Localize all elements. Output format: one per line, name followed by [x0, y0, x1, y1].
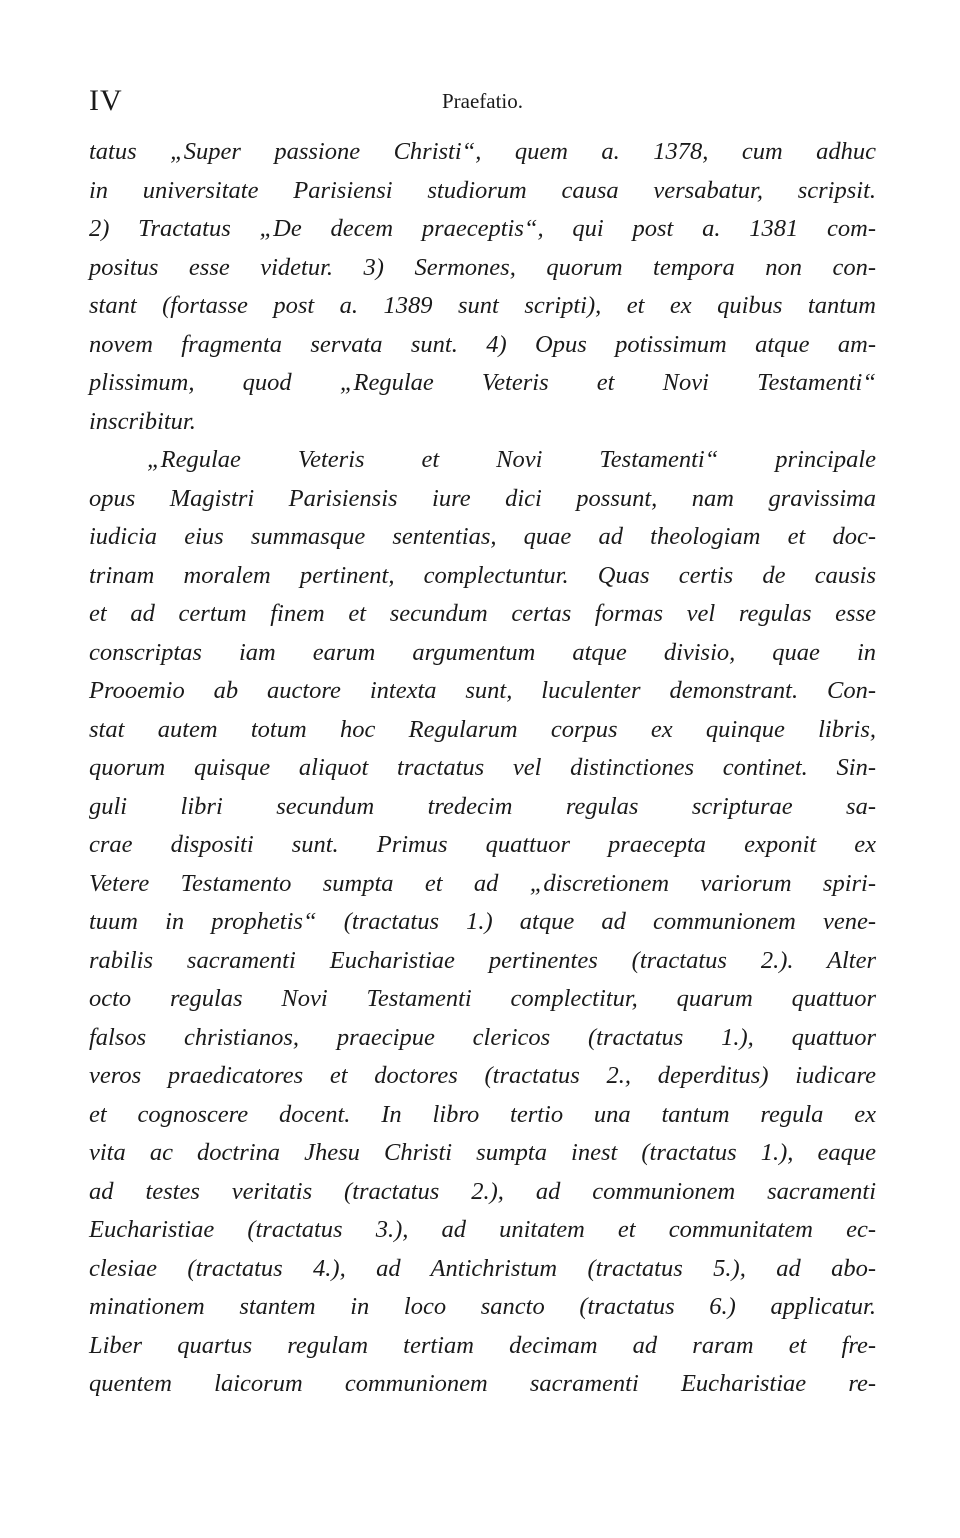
text-line: conscriptas iam earum argumentum atque divisio, quae in	[89, 638, 876, 666]
body-text	[89, 133, 876, 1404]
text-line: iudicia eius summasque sententias, quae ad theologiam et doc-	[89, 523, 876, 550]
text-line: et cognoscere docent. In libro tertio una tantum regula ex	[89, 1100, 876, 1128]
text-line: Eucharistiae (tractatus 3.), ad unitatem et communitatem ec-	[89, 1216, 876, 1243]
text-line: rabilis sacramenti Eucharistiae pertinentes (tractatus 2.). Alter	[89, 946, 876, 974]
text-line: in universitate Parisiensi studiorum causa versabatur, scripsit.	[89, 176, 876, 204]
text-line: trinam moralem pertinent, complectuntur. Quas certis de causis	[89, 561, 876, 589]
page-number: IV	[89, 84, 123, 117]
text-line: Liber quartus regulam tertiam decimam ad raram et fre-	[89, 1331, 876, 1359]
text-line: veros praedicatores et doctores (tractatus 2., deperditus) iudicare	[89, 1062, 876, 1089]
text-line: quorum quisque aliquot tractatus vel distinctiones continet. Sin-	[89, 754, 876, 781]
text-line: stat autem totum hoc Regularum corpus ex quinque libris,	[89, 715, 876, 743]
page-header	[89, 84, 876, 118]
text-line: tatus „Super passione Christi“, quem a. 1378, cum adhuc	[89, 138, 876, 165]
text-line: clesiae (tractatus 4.), ad Antichristum (tractatus 5.), ad abo-	[89, 1254, 876, 1282]
running-title: Praefatio.	[441, 89, 524, 113]
text-line: crae dispositi sunt. Primus quattuor praecepta exponit ex	[89, 831, 876, 858]
text-line: octo regulas Novi Testamenti complectitur, quarum quattuor	[89, 985, 876, 1012]
text-line: Prooemio ab auctore intexta sunt, luculenter demonstrant. Con-	[89, 677, 876, 704]
text-line: opus Magistri Parisiensis iure dici possunt, nam gravissima	[89, 484, 876, 512]
text-line: positus esse videtur. 3) Sermones, quorum tempora non con-	[89, 253, 876, 281]
text-line: minationem stantem in loco sancto (tractatus 6.) applicatur.	[89, 1293, 876, 1320]
text-line: et ad certum finem et secundum certas formas vel regulas esse	[89, 600, 876, 627]
text-line: vita ac doctrina Jhesu Christi sumpta inest (tractatus 1.), eaque	[89, 1139, 876, 1166]
text-line: stant (fortasse post a. 1389 sunt scripti), et ex quibus tantum	[89, 292, 876, 319]
text-line: inscribitur.	[89, 407, 196, 435]
text-line: „Regulae Veteris et Novi Testamenti“ principale	[147, 446, 876, 473]
text-line: quentem laicorum communionem sacramenti Eucharistiae re-	[89, 1370, 876, 1397]
text-line: falsos christianos, praecipue clericos (tractatus 1.), quattuor	[89, 1023, 876, 1051]
text-line: guli libri secundum tredecim regulas scripturae sa-	[89, 792, 876, 820]
text-line: Vetere Testamento sumpta et ad „discretionem variorum spiri-	[89, 869, 876, 897]
text-line: ad testes veritatis (tractatus 2.), ad communionem sacramenti	[89, 1177, 876, 1205]
text-line: novem fragmenta servata sunt. 4) Opus potissimum atque am-	[89, 330, 876, 358]
text-line: 2) Tractatus „De decem praeceptis“, qui post a. 1381 com-	[89, 215, 876, 242]
text-line: tuum in prophetis“ (tractatus 1.) atque ad communionem vene-	[89, 908, 876, 935]
text-line: plissimum, quod „Regulae Veteris et Novi Testamenti“	[89, 369, 876, 396]
